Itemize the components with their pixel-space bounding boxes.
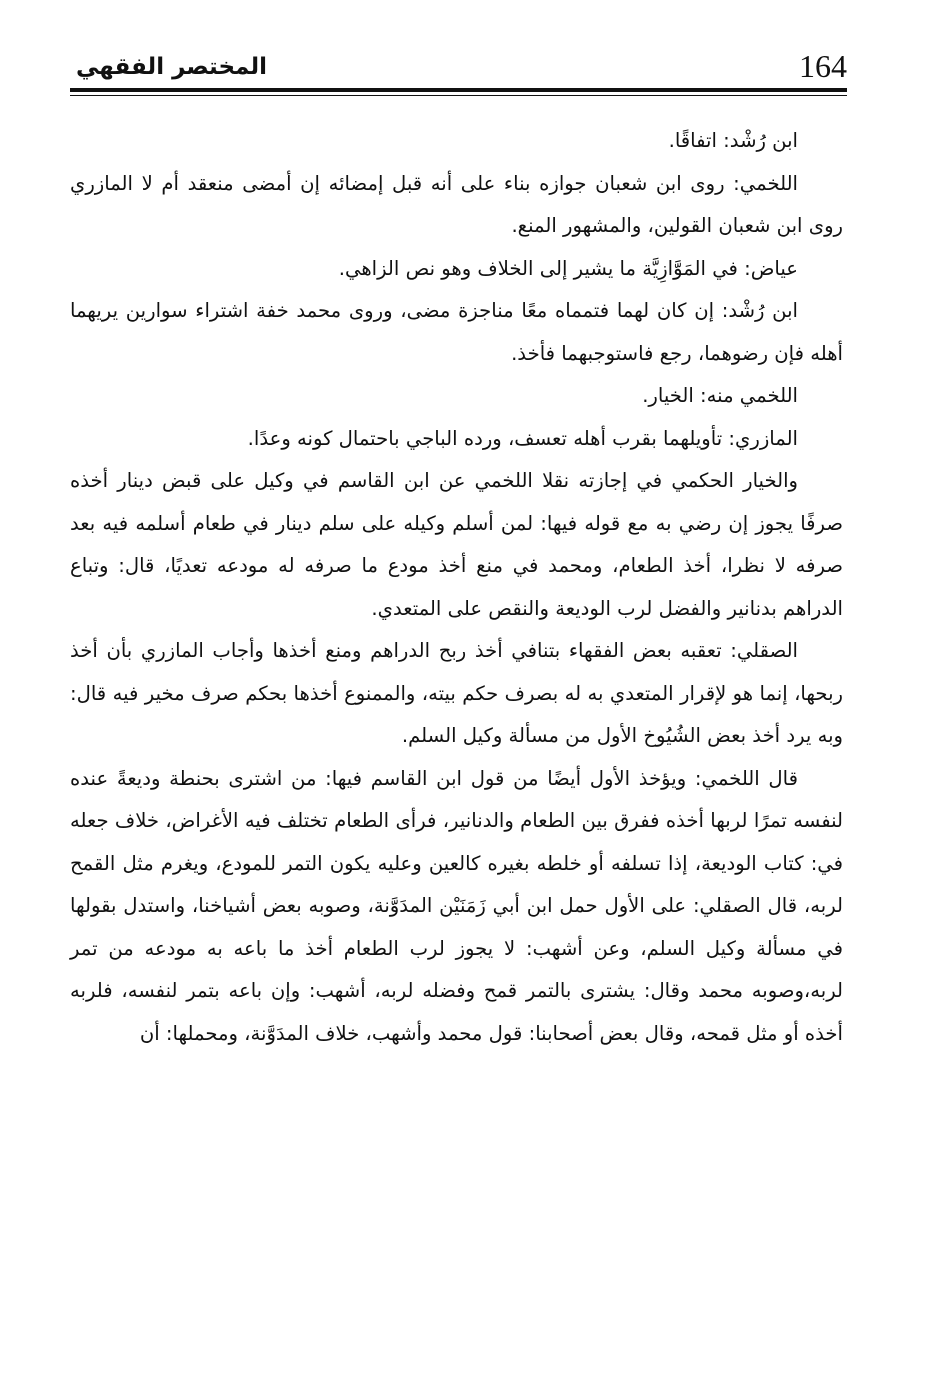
paragraph: المازري: تأويلهما بقرب أهله تعسف، ورده الباجي باحتمال كونه وعدًا. [247, 426, 798, 450]
paragraph: ابن رُشْد: إن كان لهما فتمماه معًا مناجزة مضى، وروى محمد خفة اشتراء سوارين يريهما أهله فإن رضوهما، رجع فاستوجبهما فأخذ. [70, 299, 843, 365]
paragraph: عياض: في المَوَّازِيَّة ما يشير إلى الخلاف وهو نص الزاهي. [338, 256, 798, 280]
paragraph: قال اللخمي: ويؤخذ الأول أيضًا من قول ابن القاسم فيها: من اشترى بحنطة وديعةً عنده لنفسه تمرًا لربها أخذه ففرق بين الطعام والدنانير، فرأى الطعام تختلف فيه الأغراض، خلاف جعله في: كتاب الوديعة، إذا تسلفه أو خلطه بغيره كالعين وعليه يكون التمر للمودع، ويغرم مثل القمح لربه، قال الصقلي: على الأول حمل ابن أبي زَمَنَيْن المدَوَّنة، وصوبه بعض أشياخنا، واستدل بقولها في مسألة وكيل السلم، وعن أشهب: لا يجوز لرب الطعام أخذ ما باعه به مودعه من تمر لربه،وصوبه محمد وقال: يشترى بالتمر قمح وفضله لربه، أشهب: وإن باعه بتمر لنفسه، فلربه أخذه أو مثل قمحه، وقال بعض أصحابنا: قول محمد وأشهب، خلاف المدَوَّنة، ومحملها: أن [70, 766, 843, 1045]
paragraph: اللخمي منه: الخيار. [642, 384, 798, 407]
header-rule-thin [70, 95, 847, 96]
book-title: المختصر الفقهي [76, 54, 267, 80]
body-text [70, 120, 843, 1055]
paragraph: الصقلي: تعقبه بعض الفقهاء بتنافي أخذ ربح الدراهم ومنع أخذها وأجاب المازري بأن أخذ ربحها، إنما هو لإقرار المتعدي به له بصرف حكم بيته، والممنوع أخذها بحكم صرف مخير فيه قال: وبه يرد أخذ بعض الشُيُوخ الأول من مسألة وكيل السلم. [70, 639, 843, 747]
paragraph: اللخمي: روى ابن شعبان جوازه بناء على أنه قبل إمضائه إن أمضى منعقد أم لا المازري روى ابن شعبان القولين، والمشهور المنع. [70, 171, 843, 237]
page-number: 164 [799, 48, 847, 84]
header-rule-thick [70, 88, 847, 92]
paragraph: والخيار الحكمي في إجازته نقلا اللخمي عن ابن القاسم في وكيل على قبض دينار أخذه صرفًا يجوز إن رضي به مع قوله فيها: لمن أسلم وكيله على سلم دينار في طعام أسلمه فيه بعد صرفه لا نظرا، أخذ الطعام، ومحمد في منع أخذ مودع ما صرفه له مودعه تعديًا، قال: وتباع الدراهم بدنانير والفضل لرب الوديعة والنقص على المتعدي. [70, 469, 843, 620]
paragraph: ابن رُشْد: اتفاقًا. [668, 129, 798, 152]
page-header [70, 44, 847, 90]
